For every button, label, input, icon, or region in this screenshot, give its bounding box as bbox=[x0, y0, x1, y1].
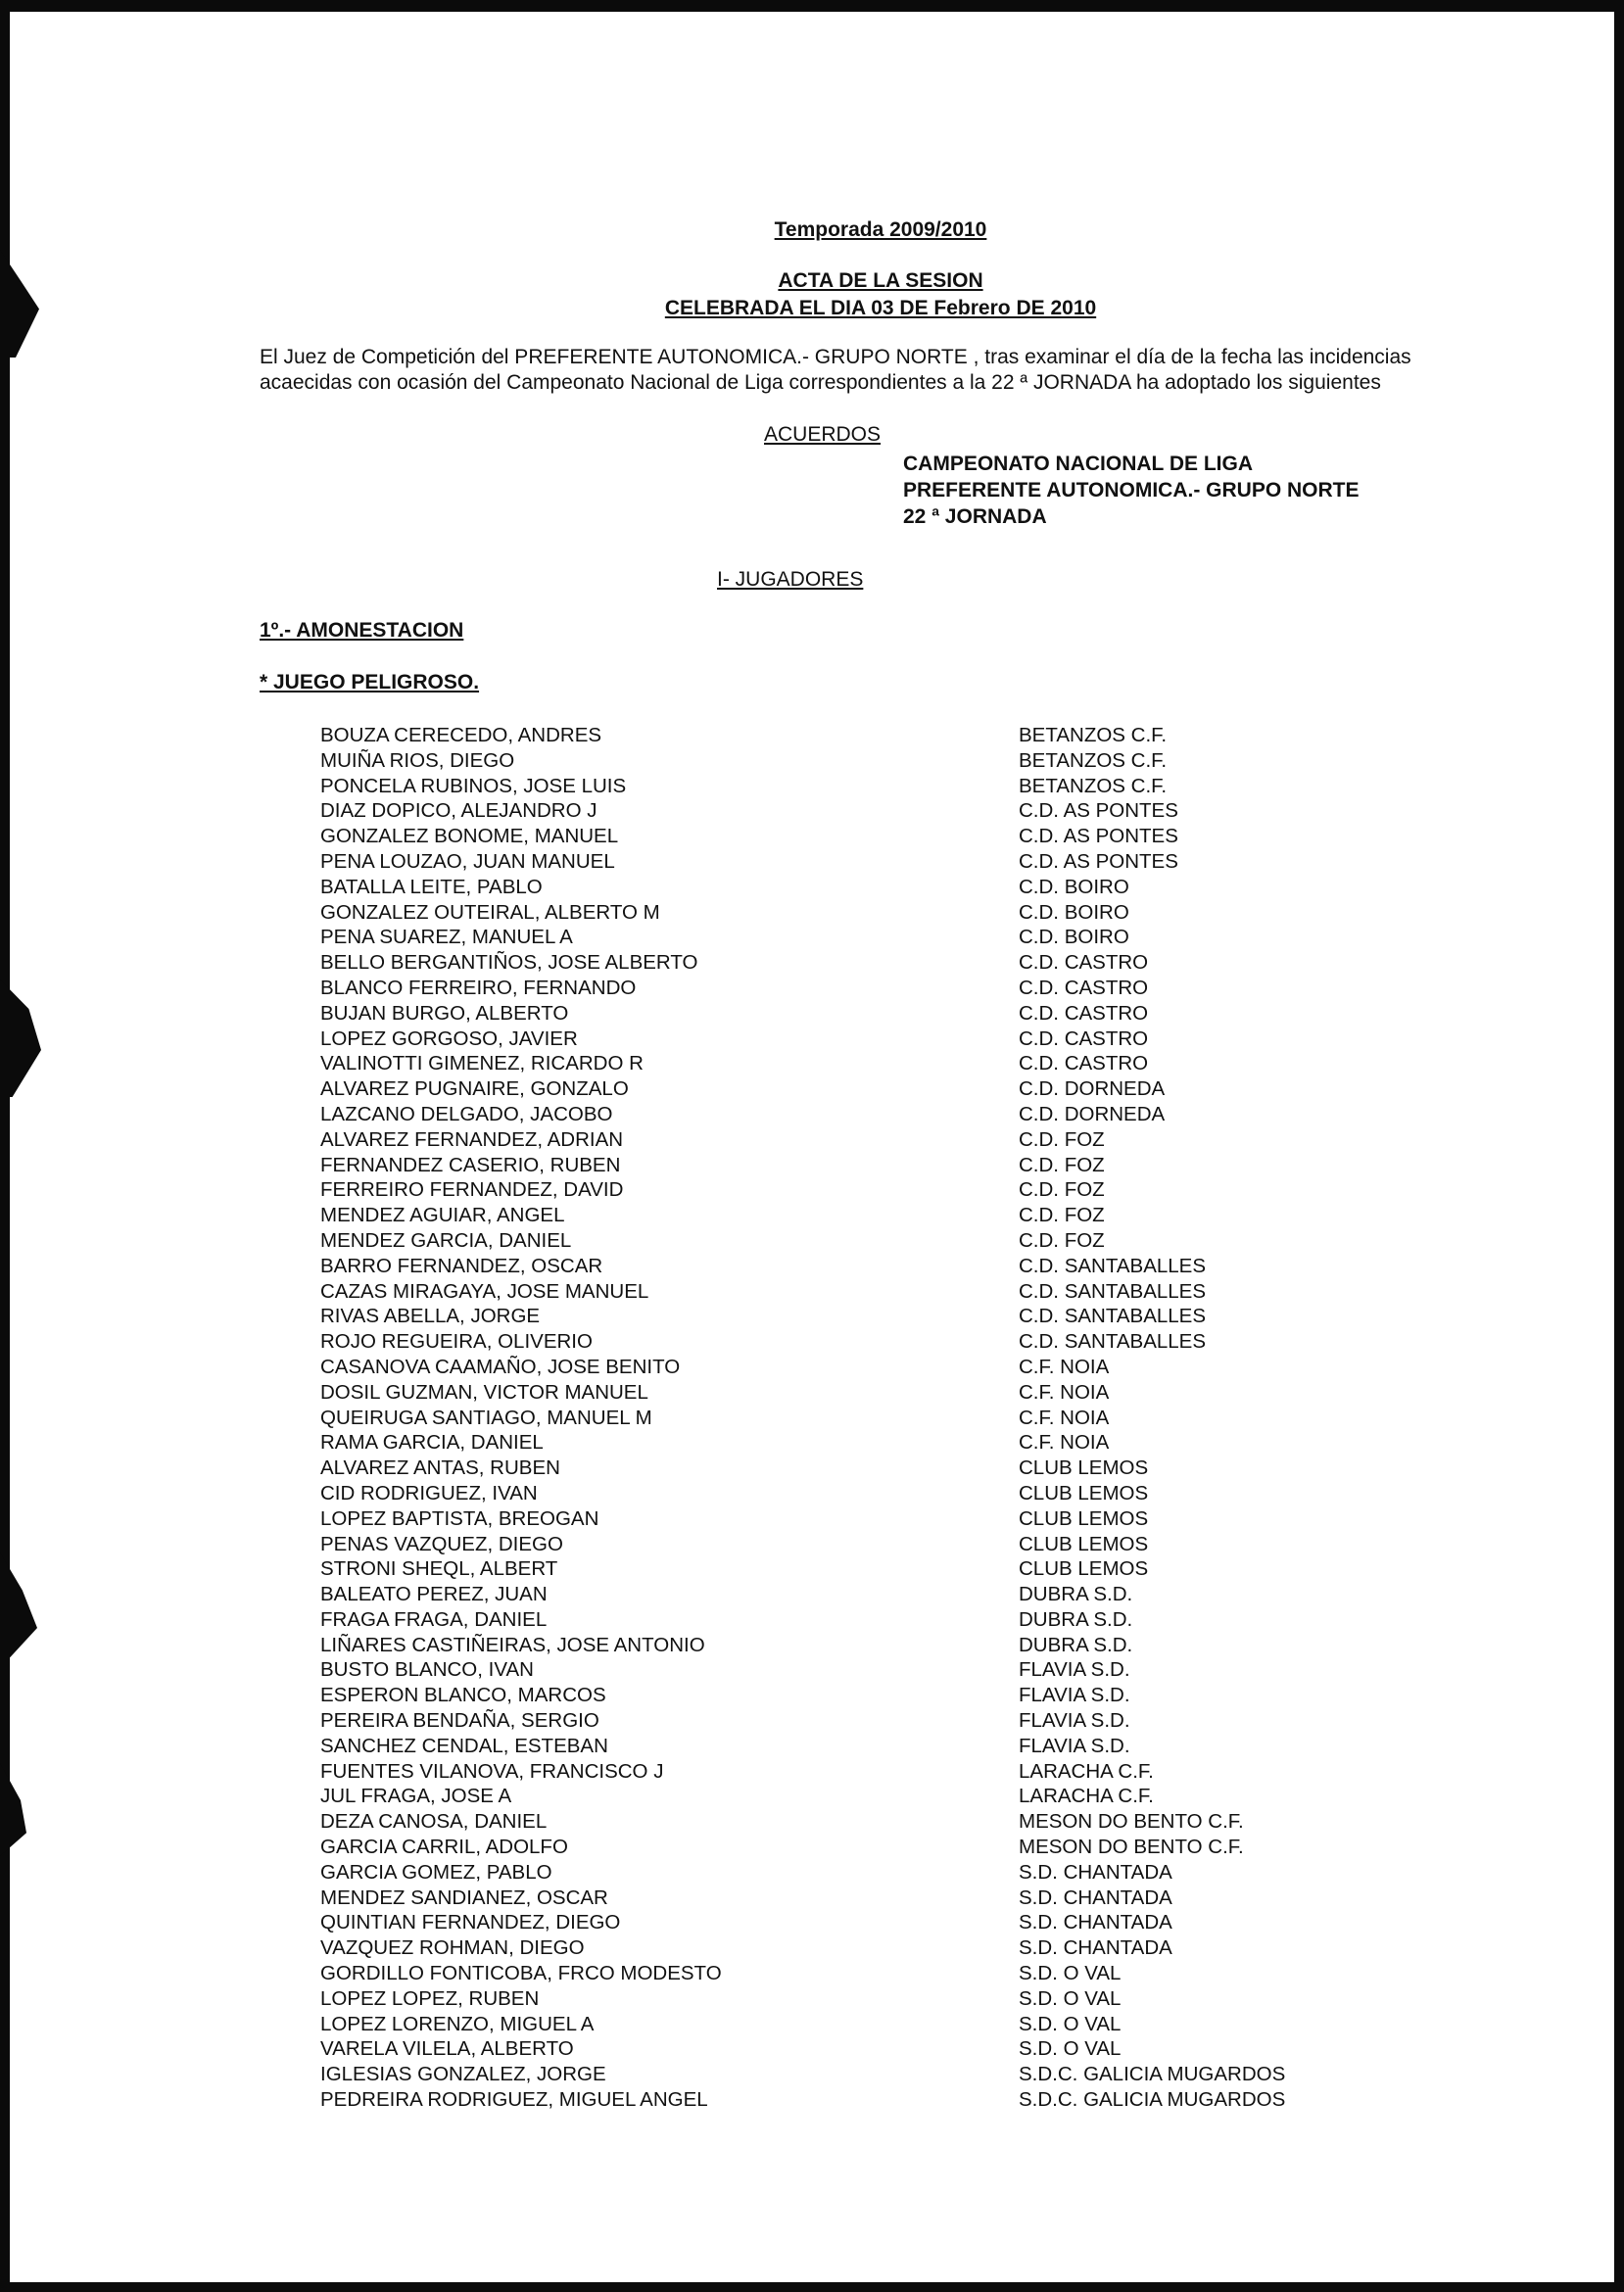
player-club: BETANZOS C.F. bbox=[1019, 724, 1168, 746]
player-club: MESON DO BENTO C.F. bbox=[1019, 1836, 1244, 1859]
table-row bbox=[320, 2012, 1319, 2037]
table-row bbox=[320, 1481, 1319, 1506]
player-name: MENDEZ SANDIANEZ, OSCAR bbox=[320, 1886, 608, 1909]
table-row bbox=[320, 1532, 1319, 1557]
table-row bbox=[320, 774, 1319, 799]
player-name: RIVAS ABELLA, JORGE bbox=[320, 1305, 541, 1328]
player-name: FUENTES VILANOVA, FRANCISCO J bbox=[320, 1759, 664, 1783]
player-name: FERREIRO FERNANDEZ, DAVID bbox=[320, 1178, 624, 1202]
player-club: S.D. CHANTADA bbox=[1019, 1860, 1172, 1884]
table-row bbox=[320, 2036, 1319, 2062]
table-row bbox=[320, 1835, 1319, 1860]
player-club: S.D. CHANTADA bbox=[1019, 1911, 1172, 1934]
table-row bbox=[320, 1860, 1319, 1886]
player-club: CLUB LEMOS bbox=[1019, 1557, 1149, 1581]
player-club: S.D. O VAL bbox=[1019, 2012, 1122, 2035]
table-row bbox=[320, 900, 1319, 926]
player-club: C.D. BOIRO bbox=[1019, 875, 1129, 898]
player-name: ROJO REGUEIRA, OLIVERIO bbox=[320, 1330, 593, 1354]
player-club: CLUB LEMOS bbox=[1019, 1456, 1149, 1480]
player-club: S.D. O VAL bbox=[1019, 2037, 1122, 2061]
player-name: DOSIL GUZMAN, VICTOR MANUEL bbox=[320, 1380, 648, 1404]
player-club: C.D. FOZ bbox=[1019, 1204, 1105, 1227]
player-name: DEZA CANOSA, DANIEL bbox=[320, 1810, 548, 1834]
player-club: C.D. CASTRO bbox=[1019, 1001, 1149, 1025]
competition-block bbox=[903, 451, 1360, 530]
section-title: I- JUGADORES bbox=[717, 568, 864, 591]
table-row bbox=[320, 1430, 1319, 1456]
player-club: C.F. NOIA bbox=[1019, 1431, 1110, 1455]
scan-edge-tear bbox=[0, 1552, 37, 1660]
table-row bbox=[320, 1203, 1319, 1228]
player-club: LARACHA C.F. bbox=[1019, 1759, 1154, 1783]
table-row bbox=[320, 824, 1319, 849]
player-name: CASANOVA CAAMAÑO, JOSE BENITO bbox=[320, 1355, 681, 1378]
table-row bbox=[320, 748, 1319, 774]
player-club: C.D. BOIRO bbox=[1019, 926, 1129, 949]
amonestacion-heading: 1º.- AMONESTACION bbox=[260, 619, 464, 642]
player-club: LARACHA C.F. bbox=[1019, 1785, 1154, 1808]
table-row bbox=[320, 723, 1319, 748]
player-club: C.D. AS PONTES bbox=[1019, 849, 1178, 873]
player-name: SANCHEZ CENDAL, ESTEBAN bbox=[320, 1734, 608, 1757]
scan-edge-tear bbox=[0, 979, 41, 1097]
table-row bbox=[320, 1177, 1319, 1203]
player-club: C.D. BOIRO bbox=[1019, 900, 1129, 924]
table-row bbox=[320, 1506, 1319, 1532]
player-name: PENAS VAZQUEZ, DIEGO bbox=[320, 1532, 563, 1555]
player-club: C.D. SANTABALLES bbox=[1019, 1330, 1207, 1354]
player-name: BALEATO PEREZ, JUAN bbox=[320, 1583, 548, 1606]
player-club: FLAVIA S.D. bbox=[1019, 1709, 1130, 1733]
player-club: C.D. DORNEDA bbox=[1019, 1077, 1166, 1101]
intro-paragraph: El Juez de Competición del PREFERENTE AUTONOMICA.- GRUPO NORTE , tras examinar el día de la fecha las incidencias acaecidas con ocasión del Campeonato Nacional de Liga correspondientes a la 22 ª JORNADA ha adoptado los siguientes bbox=[260, 346, 1411, 394]
table-row bbox=[320, 1708, 1319, 1734]
table-row bbox=[320, 1633, 1319, 1658]
player-name: ALVAREZ FERNANDEZ, ADRIAN bbox=[320, 1127, 624, 1151]
scan-border-bottom bbox=[0, 2282, 1624, 2292]
table-row bbox=[320, 1001, 1319, 1027]
table-row bbox=[320, 1102, 1319, 1127]
player-name: ALVAREZ ANTAS, RUBEN bbox=[320, 1456, 560, 1480]
table-row bbox=[320, 1127, 1319, 1153]
player-name: BUJAN BURGO, ALBERTO bbox=[320, 1001, 569, 1025]
player-club: C.D. SANTABALLES bbox=[1019, 1279, 1207, 1303]
player-name: GARCIA CARRIL, ADOLFO bbox=[320, 1836, 568, 1859]
table-row bbox=[320, 1734, 1319, 1759]
player-club: DUBRA S.D. bbox=[1019, 1633, 1133, 1656]
player-club: C.D. FOZ bbox=[1019, 1178, 1105, 1202]
table-row bbox=[320, 1380, 1319, 1406]
competition-group: PREFERENTE AUTONOMICA.- GRUPO NORTE bbox=[903, 479, 1360, 501]
table-row bbox=[320, 1254, 1319, 1279]
player-club: CLUB LEMOS bbox=[1019, 1506, 1149, 1530]
player-name: CID RODRIGUEZ, IVAN bbox=[320, 1481, 538, 1504]
player-club: S.D.C. GALICIA MUGARDOS bbox=[1019, 2088, 1286, 2112]
player-club: DUBRA S.D. bbox=[1019, 1607, 1133, 1631]
player-club: C.F. NOIA bbox=[1019, 1380, 1110, 1404]
player-club: CLUB LEMOS bbox=[1019, 1481, 1149, 1504]
table-row bbox=[320, 1886, 1319, 1911]
player-club: C.D. CASTRO bbox=[1019, 1027, 1149, 1050]
player-name: BARRO FERNANDEZ, OSCAR bbox=[320, 1254, 603, 1277]
player-club: S.D. O VAL bbox=[1019, 1962, 1122, 1985]
table-row bbox=[320, 1304, 1319, 1329]
player-name: QUEIRUGA SANTIAGO, MANUEL M bbox=[320, 1406, 652, 1429]
player-name: ESPERON BLANCO, MARCOS bbox=[320, 1684, 606, 1707]
table-row bbox=[320, 1027, 1319, 1052]
scan-edge-tear bbox=[0, 1763, 29, 1856]
player-club: C.D. AS PONTES bbox=[1019, 825, 1178, 848]
player-name: BELLO BERGANTIÑOS, JOSE ALBERTO bbox=[320, 951, 698, 975]
player-club: BETANZOS C.F. bbox=[1019, 774, 1168, 797]
table-row bbox=[320, 1153, 1319, 1178]
player-club: C.D. FOZ bbox=[1019, 1127, 1105, 1151]
session-date: CELEBRADA EL DIA 03 DE Febrero DE 2010 bbox=[664, 297, 1097, 319]
player-club: MESON DO BENTO C.F. bbox=[1019, 1810, 1244, 1834]
acta-title: ACTA DE LA SESION bbox=[778, 269, 983, 292]
scan-border-top bbox=[0, 0, 1624, 12]
table-row bbox=[320, 1279, 1319, 1305]
table-row bbox=[320, 875, 1319, 900]
player-club: C.F. NOIA bbox=[1019, 1406, 1110, 1429]
player-name: LOPEZ GORGOSO, JAVIER bbox=[320, 1027, 578, 1050]
player-name: PENA SUAREZ, MANUEL A bbox=[320, 926, 573, 949]
player-club: C.F. NOIA bbox=[1019, 1355, 1110, 1378]
scan-border-right bbox=[1614, 0, 1624, 2292]
player-name: LAZCANO DELGADO, JACOBO bbox=[320, 1102, 613, 1125]
table-row bbox=[320, 950, 1319, 976]
player-name: PENA LOUZAO, JUAN MANUEL bbox=[320, 849, 615, 873]
player-club: DUBRA S.D. bbox=[1019, 1583, 1133, 1606]
player-name: GONZALEZ OUTEIRAL, ALBERTO M bbox=[320, 900, 660, 924]
player-name: RAMA GARCIA, DANIEL bbox=[320, 1431, 544, 1455]
table-row bbox=[320, 925, 1319, 950]
player-club: C.D. CASTRO bbox=[1019, 951, 1149, 975]
player-club: FLAVIA S.D. bbox=[1019, 1734, 1130, 1757]
player-name: LIÑARES CASTIÑEIRAS, JOSE ANTONIO bbox=[320, 1633, 705, 1656]
player-list bbox=[320, 723, 1319, 2113]
table-row bbox=[320, 1809, 1319, 1835]
table-row bbox=[320, 1556, 1319, 1582]
player-name: ALVAREZ PUGNAIRE, GONZALO bbox=[320, 1077, 629, 1101]
table-row bbox=[320, 1784, 1319, 1809]
player-name: BUSTO BLANCO, IVAN bbox=[320, 1658, 534, 1682]
player-name: PEREIRA BENDAÑA, SERGIO bbox=[320, 1709, 599, 1733]
player-club: C.D. FOZ bbox=[1019, 1228, 1105, 1252]
player-name: LOPEZ LORENZO, MIGUEL A bbox=[320, 2012, 595, 2035]
player-club: S.D. CHANTADA bbox=[1019, 1936, 1172, 1960]
player-club: C.D. CASTRO bbox=[1019, 976, 1149, 999]
player-name: QUINTIAN FERNANDEZ, DIEGO bbox=[320, 1911, 621, 1934]
table-row bbox=[320, 1961, 1319, 1986]
player-club: C.D. CASTRO bbox=[1019, 1052, 1149, 1075]
player-name: LOPEZ LOPEZ, RUBEN bbox=[320, 1986, 540, 2010]
player-name: BOUZA CERECEDO, ANDRES bbox=[320, 724, 602, 746]
player-name: MUIÑA RIOS, DIEGO bbox=[320, 748, 515, 772]
table-row bbox=[320, 1051, 1319, 1076]
player-club: C.D. DORNEDA bbox=[1019, 1102, 1166, 1125]
player-club: CLUB LEMOS bbox=[1019, 1532, 1149, 1555]
player-name: FERNANDEZ CASERIO, RUBEN bbox=[320, 1153, 621, 1176]
table-row bbox=[320, 849, 1319, 875]
table-row bbox=[320, 1406, 1319, 1431]
player-club: FLAVIA S.D. bbox=[1019, 1658, 1130, 1682]
table-row bbox=[320, 1986, 1319, 2012]
acuerdos-heading: ACUERDOS bbox=[764, 423, 882, 446]
table-row bbox=[320, 1456, 1319, 1481]
player-club: S.D. CHANTADA bbox=[1019, 1886, 1172, 1909]
table-row bbox=[320, 1910, 1319, 1935]
player-name: VAZQUEZ ROHMAN, DIEGO bbox=[320, 1936, 585, 1960]
table-row bbox=[320, 1228, 1319, 1254]
player-name: CAZAS MIRAGAYA, JOSE MANUEL bbox=[320, 1279, 649, 1303]
player-name: PONCELA RUBINOS, JOSE LUIS bbox=[320, 774, 627, 797]
table-row bbox=[320, 976, 1319, 1001]
player-name: FRAGA FRAGA, DANIEL bbox=[320, 1607, 548, 1631]
player-club: FLAVIA S.D. bbox=[1019, 1684, 1130, 1707]
player-name: JUL FRAGA, JOSE A bbox=[320, 1785, 512, 1808]
table-row bbox=[320, 798, 1319, 824]
player-club: C.D. AS PONTES bbox=[1019, 799, 1178, 823]
player-name: GARCIA GOMEZ, PABLO bbox=[320, 1860, 552, 1884]
player-name: LOPEZ BAPTISTA, BREOGAN bbox=[320, 1506, 599, 1530]
player-name: MENDEZ AGUIAR, ANGEL bbox=[320, 1204, 565, 1227]
player-name: GONZALEZ BONOME, MANUEL bbox=[320, 825, 619, 848]
player-name: BATALLA LEITE, PABLO bbox=[320, 875, 543, 898]
competition-line: CAMPEONATO NACIONAL DE LIGA bbox=[903, 453, 1254, 475]
player-club: C.D. SANTABALLES bbox=[1019, 1254, 1207, 1277]
table-row bbox=[320, 1076, 1319, 1102]
table-row bbox=[320, 1329, 1319, 1355]
infraction-heading: * JUEGO PELIGROSO. bbox=[260, 671, 480, 693]
player-name: DIAZ DOPICO, ALEJANDRO J bbox=[320, 799, 597, 823]
table-row bbox=[320, 1683, 1319, 1708]
player-name: STRONI SHEQL, ALBERT bbox=[320, 1557, 558, 1581]
player-name: VALINOTTI GIMENEZ, RICARDO R bbox=[320, 1052, 644, 1075]
player-club: BETANZOS C.F. bbox=[1019, 748, 1168, 772]
table-row bbox=[320, 2087, 1319, 2113]
competition-round: 22 ª JORNADA bbox=[903, 505, 1047, 528]
table-row bbox=[320, 1355, 1319, 1380]
player-club: C.D. FOZ bbox=[1019, 1153, 1105, 1176]
player-name: GORDILLO FONTICOBA, FRCO MODESTO bbox=[320, 1962, 722, 1985]
season-title: Temporada 2009/2010 bbox=[774, 218, 987, 241]
player-name: IGLESIAS GONZALEZ, JORGE bbox=[320, 2063, 606, 2086]
player-name: BLANCO FERREIRO, FERNANDO bbox=[320, 976, 637, 999]
player-club: S.D.C. GALICIA MUGARDOS bbox=[1019, 2063, 1286, 2086]
player-club: C.D. SANTABALLES bbox=[1019, 1305, 1207, 1328]
player-club: S.D. O VAL bbox=[1019, 1986, 1122, 2010]
player-name: MENDEZ GARCIA, DANIEL bbox=[320, 1228, 572, 1252]
table-row bbox=[320, 1582, 1319, 1607]
player-name: VARELA VILELA, ALBERTO bbox=[320, 2037, 574, 2061]
table-row bbox=[320, 1607, 1319, 1633]
table-row bbox=[320, 1759, 1319, 1785]
table-row bbox=[320, 1657, 1319, 1683]
player-name: PEDREIRA RODRIGUEZ, MIGUEL ANGEL bbox=[320, 2088, 708, 2112]
table-row bbox=[320, 1935, 1319, 1961]
table-row bbox=[320, 2062, 1319, 2087]
